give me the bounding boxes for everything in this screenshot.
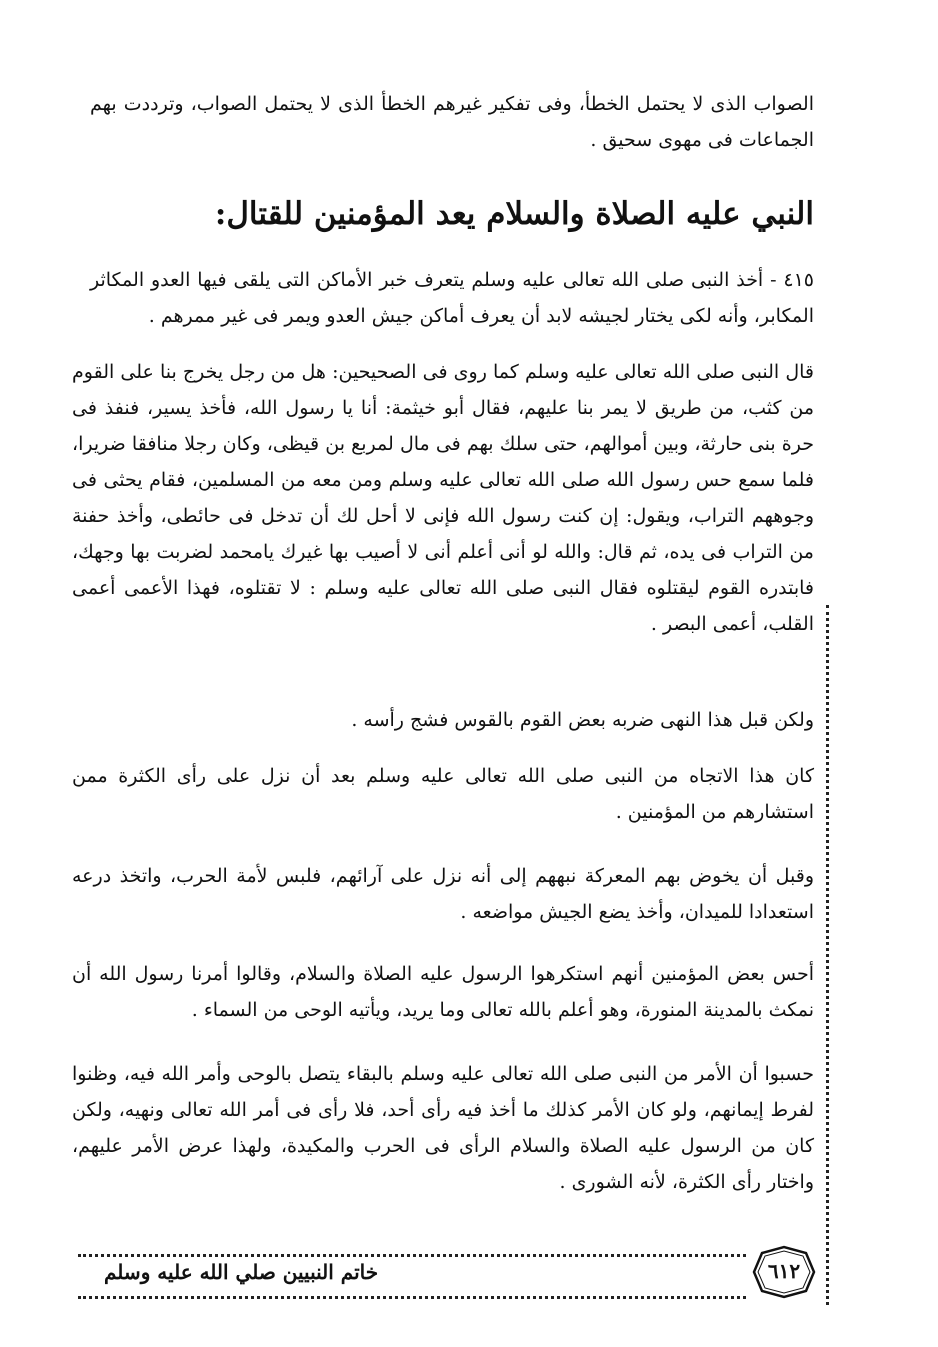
paragraph-direction: كان هذا الاتجاه من النبى صلى الله تعالى عليه وسلم بعد أن نزل على رأى الكثرة ممن استشارهم من المؤمنين . bbox=[72, 765, 814, 823]
margin-dotted-border bbox=[826, 605, 835, 1305]
paragraph-shura: حسبوا أن الأمر من النبى صلى الله تعالى عليه وسلم بالبقاء يتصل بالوحى وأمر الله فيه، وظنوا لفرط إيمانهم، ولو كان الأمر كذلك ما أخذ فيه رأى أحد، فلا رأى فى أمر الله تعالى ونهيه، ولكن كان من الرسول عليه الصلاة والسلام الرأى فى الحرب والمكيدة، ولهذا عرض الأمر عليهم، واختار رأى الكثرة، لأنه الشورى . bbox=[72, 1063, 814, 1193]
paragraph-armor: وقبل أن يخوض بهم المعركة نبههم إلى أنه نزل على آرائهم، فلبس لأمة الحرب، واتخذ درعه استعدادا للميدان، وأخذ يضع الجيش مواضعه . bbox=[72, 865, 814, 923]
page-number-badge bbox=[744, 1245, 824, 1299]
hadith-paragraph: قال النبى صلى الله تعالى عليه وسلم كما روى فى الصحيحين: هل من رجل يخرج بنا على القوم من كثب، من طريق لا يمر بنا عليهم، فقال أبو خيثمة: أنا يا رسول الله، فأخذ يسير، فنفذ فى حرة بنى حارثة، وبين أموالهم، حتى سلك بهم فى مال لمربع بن قيظى، وكان رجلا منافقا ضريرا، فلما سمع حس رسول الله صلى الله تعالى عليه وسلم ومن معه من المسلمين، فقام يحثى فى وجوههم التراب، ويقول: إن كنت رسول الله فإنى لا أحل لك أن تدخل فى حائطى، وأخذ حفنة من التراب فى يده، ثم قال: والله لو أنى أعلم أنى لا أصيب بها غيرك يامحمد لضربت بها وجهك، فابتدره القوم ليقتلوه فقال النبى صلى الله تعالى عليه وسلم : لا تقتلوه، فهذا الأعمى أعمى القلب، أعمى البصر . bbox=[72, 361, 814, 635]
paragraph-415: ٤١٥ - أخذ النبى صلى الله تعالى عليه وسلم يتعرف خبر الأماكن التى يلقى فيها العدو المكاثر المكابر، وأنه لكى يختار لجيشه لابد أن يعرف أماكن جيش العدو ويمر فى غير ممرهم . bbox=[90, 269, 814, 327]
footer-rule-bottom bbox=[78, 1296, 746, 1299]
intro-paragraph: الصواب الذى لا يحتمل الخطأ، وفى تفكير غيرهم الخطأ الذى لا يحتمل الصواب، وترددت بهم الجماعات فى مهوى سحيق . bbox=[90, 93, 814, 151]
book-title: خاتم النبيين صلي الله عليه وسلم bbox=[104, 1260, 379, 1284]
footer-rule-top bbox=[78, 1254, 746, 1257]
paragraph-strike: ولكن قبل هذا النهى ضربه بعض القوم بالقوس فشج رأسه . bbox=[351, 709, 814, 731]
section-heading: النبي عليه الصلاة والسلام يعد المؤمنين للقتال: bbox=[214, 196, 814, 232]
paragraph-believers: أحس بعض المؤمنين أنهم استكرهوا الرسول عليه الصلاة والسلام، وقالوا أمرنا رسول الله أن نمكث بالمدينة المنورة، وهو أعلم بالله تعالى وما يريد، ويأتيه الوحى من السماء . bbox=[72, 963, 814, 1021]
page-number: ٦١٢ bbox=[767, 1259, 801, 1283]
